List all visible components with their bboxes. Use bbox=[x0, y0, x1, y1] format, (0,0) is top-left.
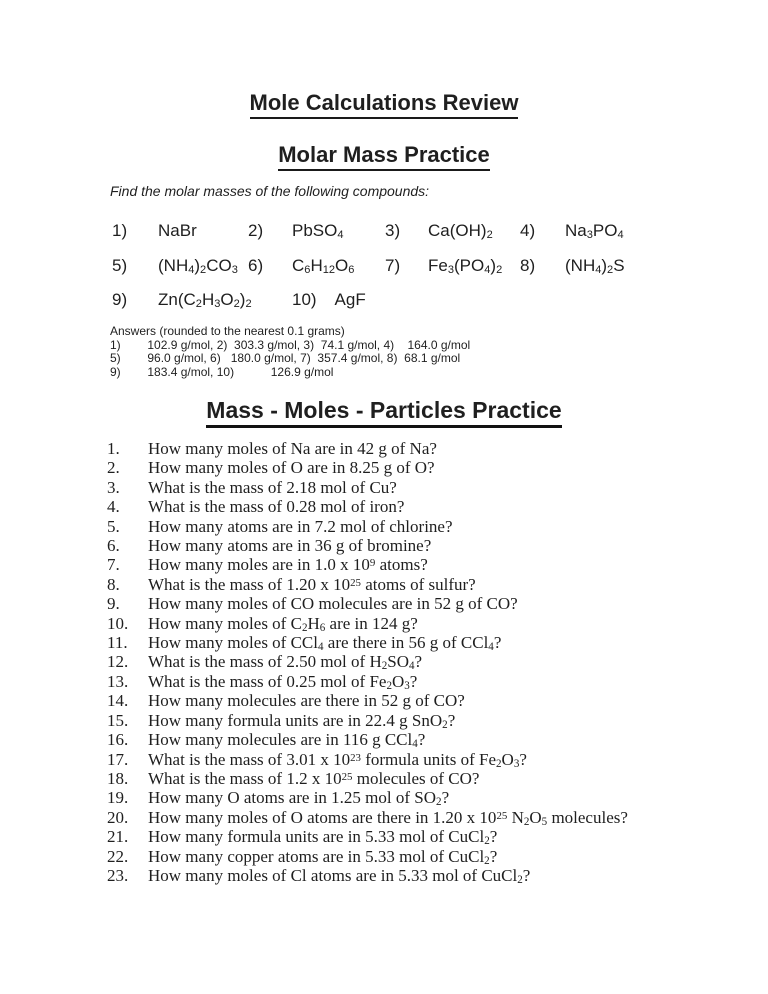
question-text: How many moles of O atoms are there in 1.20 x $10^{25}$ $N_2O_5$ molecules? bbox=[148, 807, 628, 828]
question-text: What is the mass of 1.2 x $10^{25}$ molecules of CO? bbox=[148, 768, 480, 788]
question-text: What is the mass of 0.25 mol of $Fe_2O_3$? bbox=[148, 671, 418, 692]
compound-number: 6) bbox=[248, 255, 264, 275]
question-number: 11. bbox=[107, 633, 128, 653]
question-item bbox=[107, 439, 748, 458]
compound-number: 4) bbox=[520, 221, 536, 240]
question-item bbox=[107, 478, 748, 497]
question-item bbox=[107, 847, 748, 866]
question-text: How many moles of Cl atoms are in 5.33 mol of CuCl$_2$? bbox=[148, 865, 531, 886]
question-text: How many moles are in 1.0 x $10^9$ atoms? bbox=[148, 555, 428, 575]
question-text: How many O atoms are in 1.25 mol of $SO_2$? bbox=[148, 788, 450, 809]
question-text: How many formula units are in 22.4 g SnO$_2$? bbox=[148, 710, 456, 731]
question-number: 12. bbox=[107, 652, 129, 672]
compound-formula: $Fe_3(PO_4)_2$ bbox=[428, 255, 503, 276]
compound-row bbox=[112, 221, 625, 256]
compound-number: 1) bbox=[112, 221, 128, 240]
question-number: 7. bbox=[107, 555, 120, 575]
compound-row bbox=[112, 290, 625, 325]
question-item bbox=[107, 594, 748, 613]
question-item bbox=[107, 614, 748, 633]
question-number: 10. bbox=[107, 613, 129, 633]
compound-formula: 10) AgF bbox=[292, 290, 366, 309]
compound-number: 9) bbox=[112, 290, 128, 309]
question-number: 23. bbox=[107, 865, 129, 885]
doc-title-text: Mole Calculations Review bbox=[250, 90, 519, 119]
question-text: How many molecules are there in 52 g of CO? bbox=[148, 691, 465, 711]
question-text: What is the mass of 0.28 mol of iron? bbox=[148, 497, 405, 517]
question-item bbox=[107, 672, 748, 691]
question-text: What is the mass of 2.50 mol of $H_2SO_4$? bbox=[148, 652, 423, 673]
compound-number: 5) bbox=[112, 255, 128, 275]
question-item bbox=[107, 769, 748, 788]
compound-formula: NaBr bbox=[158, 221, 197, 240]
question-item bbox=[107, 652, 748, 671]
question-number: 22. bbox=[107, 846, 129, 866]
compound-formula: $Na_3PO_4$ bbox=[565, 221, 624, 241]
section-title-molar-mass-text: Molar Mass Practice bbox=[278, 142, 490, 171]
question-number: 2. bbox=[107, 458, 120, 478]
question-number: 19. bbox=[107, 788, 129, 808]
question-text: How many moles of Na are in 42 g of Na? bbox=[148, 439, 437, 458]
question-list bbox=[107, 439, 748, 885]
question-text: How many atoms are in 36 g of bromine? bbox=[148, 536, 432, 556]
answer-line: 9) 183.4 g/mol, 10) 126.9 g/mol bbox=[110, 364, 334, 379]
question-number: 3. bbox=[107, 477, 120, 497]
answer-lines bbox=[110, 339, 470, 380]
question-number: 6. bbox=[107, 536, 120, 556]
doc-title bbox=[0, 92, 768, 114]
question-item bbox=[107, 575, 748, 594]
answers-block bbox=[110, 325, 470, 379]
answers-heading: Answers (rounded to the nearest 0.1 grams) bbox=[110, 324, 345, 338]
question-text: How many copper atoms are in 5.33 mol of CuCl$_2$? bbox=[148, 846, 498, 867]
question-text: How many moles of $C_2H_6$ are in 124 g? bbox=[148, 613, 418, 634]
question-item bbox=[107, 633, 748, 652]
question-number: 14. bbox=[107, 691, 129, 711]
question-item bbox=[107, 536, 748, 555]
question-text: How many formula units are in 5.33 mol of CuCl$_2$? bbox=[148, 827, 498, 848]
question-item bbox=[107, 691, 748, 710]
answer-line: 1) 102.9 g/mol, 2) 303.3 g/mol, 3) 74.1 g/mol, 4) 164.0 g/mol bbox=[110, 337, 471, 352]
compound-number: 8) bbox=[520, 255, 536, 275]
compound-formula: PbSO$_4$ bbox=[292, 221, 344, 241]
compound-grid bbox=[112, 221, 625, 325]
compound-number: 3) bbox=[385, 221, 401, 240]
question-text: How many molecules are in 116 g CCl$_4$? bbox=[148, 730, 426, 751]
question-text: How many moles of CCl$_4$ are there in 56 g of CCl$_4$? bbox=[148, 633, 502, 654]
section-title-mass-moles-particles-text: Mass - Moles - Particles Practice bbox=[206, 397, 561, 428]
question-item bbox=[107, 866, 748, 885]
compound-number: 7) bbox=[385, 255, 401, 275]
question-item bbox=[107, 827, 748, 846]
question-number: 9. bbox=[107, 594, 120, 614]
compound-formula: $Zn(C_2H_3O_2)_2$ bbox=[158, 290, 252, 310]
compound-formula: $C_6H_{12}O_6$ bbox=[292, 255, 355, 276]
question-item bbox=[107, 517, 748, 536]
question-text: How many atoms are in 7.2 mol of chlorine? bbox=[148, 516, 453, 536]
question-number: 4. bbox=[107, 497, 120, 517]
question-number: 16. bbox=[107, 730, 129, 750]
question-number: 13. bbox=[107, 671, 129, 691]
question-text: How many moles of CO molecules are in 52 g of CO? bbox=[148, 594, 518, 614]
question-number: 1. bbox=[107, 439, 120, 458]
question-item bbox=[107, 730, 748, 749]
compound-formula: $Ca(OH)_2$ bbox=[428, 221, 493, 241]
compound-formula: $(NH_4)_2CO_3$ bbox=[158, 255, 238, 276]
question-item bbox=[107, 788, 748, 807]
section-title-molar-mass bbox=[0, 144, 768, 166]
question-number: 17. bbox=[107, 749, 129, 769]
question-text: What is the mass of 2.18 mol of Cu? bbox=[148, 477, 397, 497]
question-item bbox=[107, 497, 748, 516]
question-number: 21. bbox=[107, 827, 129, 847]
question-item bbox=[107, 750, 748, 769]
compound-formula: $(NH_4)_2S$ bbox=[565, 255, 625, 276]
question-text: What is the mass of 3.01 x $10^{23}$ formula units of $Fe_2O_3$? bbox=[148, 749, 527, 770]
answer-line: 5) 96.0 g/mol, 6) 180.0 g/mol, 7) 357.4 g/mol, 8) 68.1 g/mol bbox=[110, 351, 461, 366]
question-text: What is the mass of 1.20 x $10^{25}$ atoms of sulfur? bbox=[148, 574, 476, 594]
compound-number: 2) bbox=[248, 221, 264, 240]
question-item bbox=[107, 711, 748, 730]
compound-row bbox=[112, 256, 625, 291]
instruction-text: Find the molar masses of the following compounds: bbox=[110, 183, 430, 199]
question-number: 18. bbox=[107, 768, 129, 788]
question-number: 15. bbox=[107, 710, 129, 730]
question-number: 20. bbox=[107, 807, 129, 827]
question-item bbox=[107, 458, 748, 477]
question-item bbox=[107, 555, 748, 574]
question-number: 5. bbox=[107, 516, 120, 536]
question-number: 8. bbox=[107, 574, 120, 594]
section-title-mass-moles-particles bbox=[0, 399, 768, 422]
question-item bbox=[107, 808, 748, 827]
question-text: How many moles of O are in 8.25 g of O? bbox=[148, 458, 435, 478]
